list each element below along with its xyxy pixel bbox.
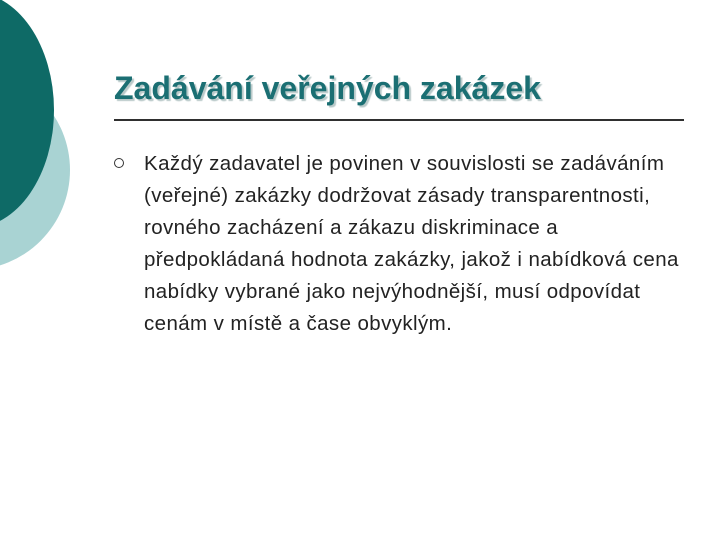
bullet-text: Každý zadavatel je povinen v souvislosti se zadáváním (veřejné) zakázky dodržovat zásady transparentnosti, rovného zacházení a zákazu diskriminace a předpokládaná hodnota zakázky, jakož i nabídková cena nabídky vybrané jako nejvýhodnější, musí odpovídat cenám v místě a čase obvyklým. bbox=[144, 152, 679, 335]
title-divider bbox=[114, 119, 684, 121]
hollow-circle-bullet-icon bbox=[114, 158, 124, 168]
bullet-list bbox=[114, 148, 689, 340]
decorative-circles bbox=[0, 0, 120, 300]
slide-title: Zadávání veřejných zakázek bbox=[114, 70, 541, 106]
list-item bbox=[114, 148, 689, 340]
